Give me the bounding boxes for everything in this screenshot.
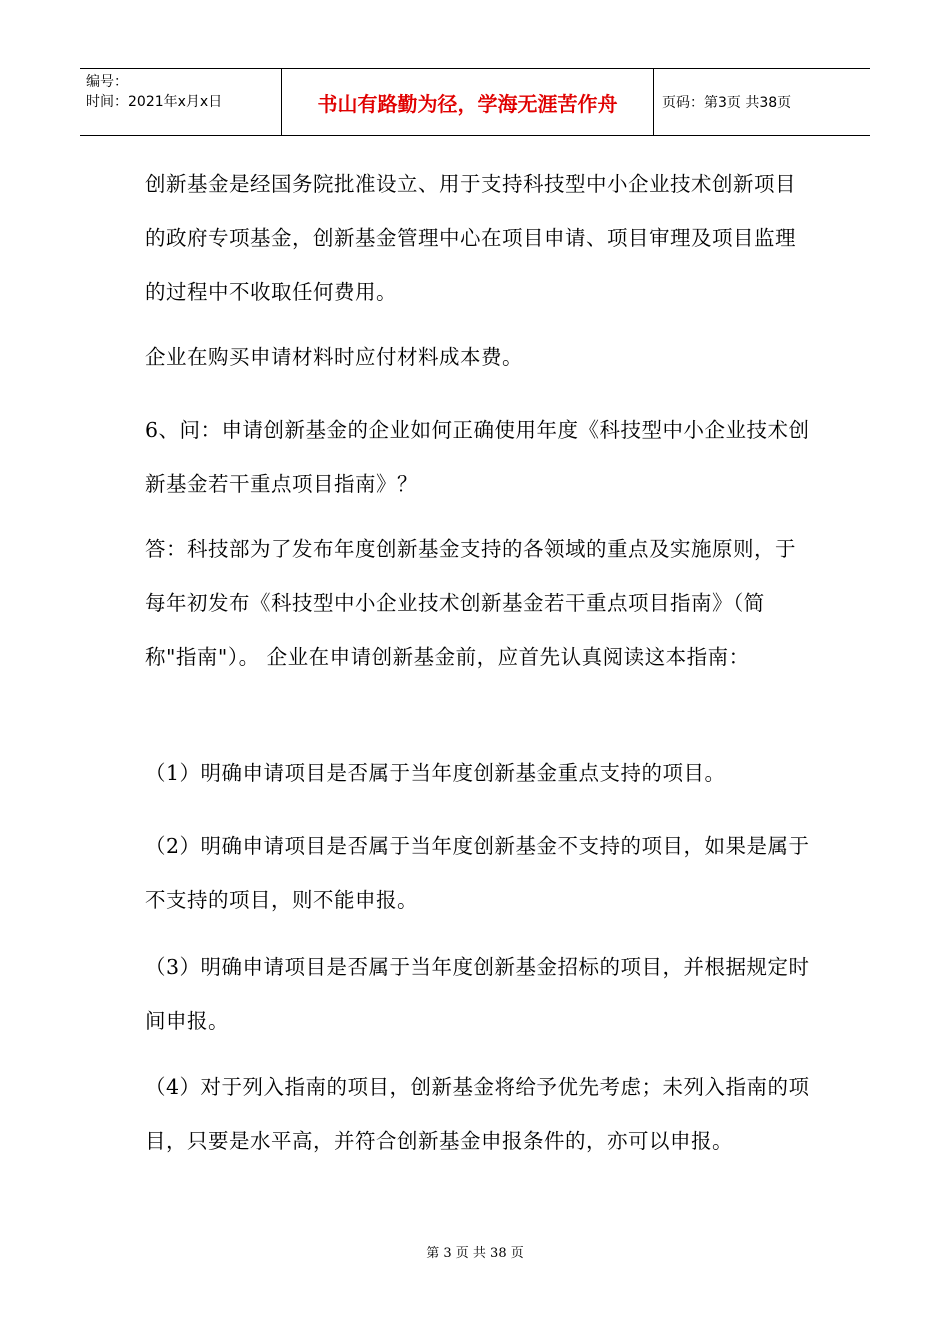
paragraph-fund-intro: 创新基金是经国务院批准设立、用于支持科技型中小企业技术创新项目的政府专项基金，创新基金管理中心在项目申请、项目审理及项目监理的过程中不收取任何费用。 [145,172,796,304]
paragraph-item-1: （1）明确申请项目是否属于当年度创新基金重点支持的项目。 [145,761,726,785]
time-label: 时间：2021年x月x日 [86,94,223,110]
paragraph-item-4: （4）对于列入指南的项目，创新基金将给予优先考虑；未列入指南的项目，只要是水平高，并符合创新基金申报条件的，亦可以申报。 [145,1075,810,1153]
header-page-info: 页码：第3页 共38页 [662,95,792,111]
header-motto-cell [282,69,654,135]
header-page-cell [654,69,870,135]
number-label: 编号： [86,74,128,90]
paragraph-item-2: （2）明确申请项目是否属于当年度创新基金不支持的项目，如果是属于不支持的项目，则不能申报。 [145,834,810,912]
paragraph-material-cost: 企业在购买申请材料时应付材料成本费。 [145,345,523,369]
header-motto: 书山有路勤为径，学海无涯苦作舟 [317,92,618,116]
page-header [80,68,870,136]
page-footer: 第 3 页 共 38 页 [426,1246,524,1261]
paragraph-answer-6: 答：科技部为了发布年度创新基金支持的各领域的重点及实施原则，于每年初发布《科技型中小企业技术创新基金若干重点项目指南》（简称"指南"）。 企业在申请创新基金前，应首先认真阅读这本指南： [145,537,796,669]
paragraph-question-6: 6、问：申请创新基金的企业如何正确使用年度《科技型中小企业技术创新基金若干重点项目指南》？ [145,418,810,496]
header-meta-cell [80,69,282,135]
paragraph-item-3: （3）明确申请项目是否属于当年度创新基金招标的项目，并根据规定时间申报。 [145,955,810,1033]
